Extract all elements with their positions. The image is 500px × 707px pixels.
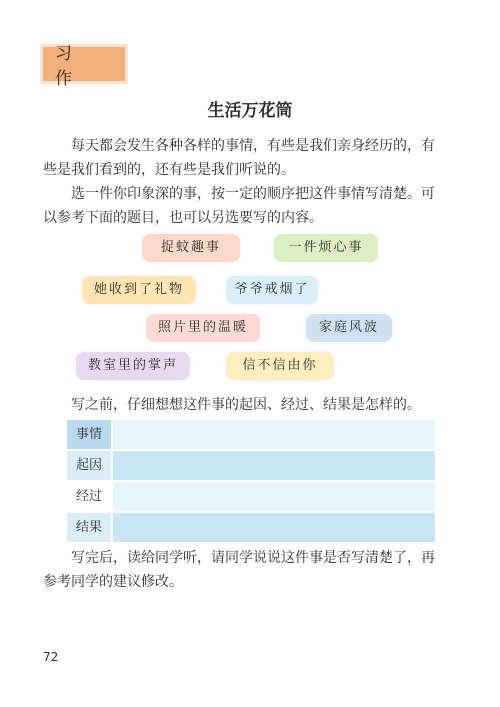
table-row [67,451,435,480]
table-row [67,420,435,449]
topic-tag: 她收到了礼物 [82,276,196,304]
topic-tag: 教室里的掌声 [76,352,190,380]
row-blank[interactable] [113,482,435,511]
row-blank[interactable] [113,513,435,542]
intro-paragraph: 每天都会发生各种各样的事情，有些是我们亲身经历的，有些是我们看到的，还有些是我们听说的。 [43,138,435,178]
table-row [67,482,435,511]
topic-tag: 家庭风波 [306,314,392,342]
row-label: 结果 [67,513,111,542]
section-tag: 习 作 [40,44,128,84]
row-blank[interactable] [113,420,435,449]
topic-tag: 捉蚊趣事 [142,234,240,262]
topic-tag: 照片里的温暖 [146,314,260,342]
topic-tag: 信不信由你 [226,352,334,380]
page-title: 生活万花筒 [207,101,293,121]
topic-tag: 爷爷戒烟了 [226,276,318,304]
row-label: 经过 [67,482,111,511]
table-row [67,513,435,542]
page-number: 72 [43,650,59,664]
prewriting-paragraph: 写之前，仔细想想这件事的起因、经过、结果是怎样的。 [71,397,421,413]
planning-table [67,420,435,540]
instruction-paragraph: 选一件你印象深的事，按一定的顺序把这件事情写清楚。可以参考下面的题目，也可以另选要写的内容。 [43,186,435,226]
topic-tag: 一件烦心事 [274,234,378,262]
row-label: 事情 [67,420,111,449]
row-label: 起因 [67,451,111,480]
revision-paragraph: 写完后，读给同学听，请同学说说这件事是否写清楚了，再参考同学的建议修改。 [43,550,435,590]
row-blank[interactable] [113,451,435,480]
